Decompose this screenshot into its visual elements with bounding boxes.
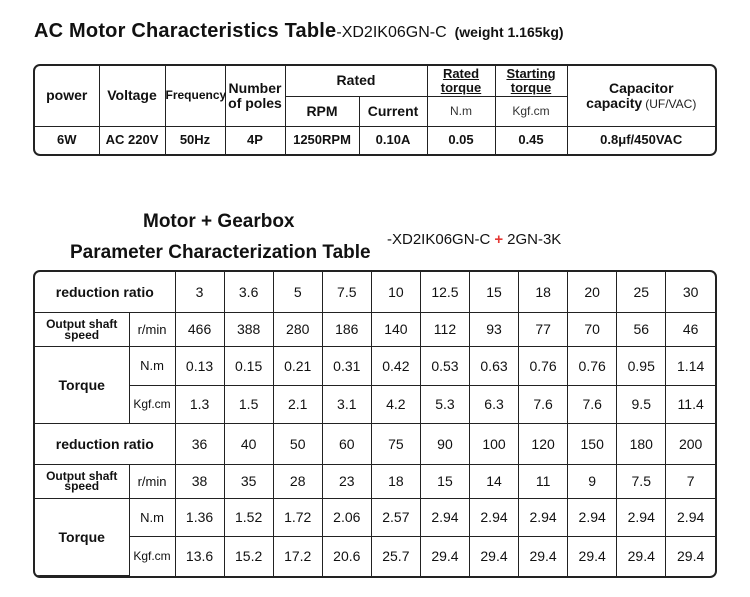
speed-value: 112 (420, 313, 469, 347)
value-current: 0.10A (359, 126, 427, 154)
table-row (35, 385, 715, 423)
ratio-value: 7.5 (322, 272, 371, 313)
speed-value: 38 (175, 464, 224, 498)
ratio-value: 75 (371, 424, 420, 465)
speed-value: 466 (175, 313, 224, 347)
ratio-value: 30 (666, 272, 715, 313)
header-rpm: RPM (285, 96, 359, 126)
torque-kgf-value: 15.2 (224, 537, 273, 576)
ratio-value: 60 (322, 424, 371, 465)
torque-kgf-value: 4.2 (371, 385, 420, 423)
ratio-value: 50 (273, 424, 322, 465)
torque-kgf-value: 6.3 (469, 385, 518, 423)
torque-kgf-value: 3.1 (322, 385, 371, 423)
torque-kgf-value: 7.6 (568, 385, 617, 423)
torque-nm-value: 0.95 (617, 347, 666, 385)
speed-unit: r/min (129, 464, 175, 498)
value-rated-torque: 0.05 (427, 126, 495, 154)
table-row (35, 313, 715, 347)
motor-weight: (weight 1.165kg) (454, 24, 564, 40)
reduction-ratio-label: reduction ratio (35, 272, 175, 313)
speed-value: 7 (666, 464, 715, 498)
torque-kgf-value: 29.4 (420, 537, 469, 576)
header-frequency: Frequency (165, 66, 225, 126)
torque-kgf-value: 29.4 (617, 537, 666, 576)
torque-nm-value: 0.76 (519, 347, 568, 385)
torque-nm-value: 0.76 (568, 347, 617, 385)
table-row (35, 347, 715, 385)
header-starting-torque: Starting torque (495, 66, 567, 96)
motor-characteristics-table (33, 64, 717, 156)
torque-nm-value: 1.36 (175, 499, 224, 537)
torque-unit-nm: N.m (129, 347, 175, 385)
torque-nm-value: 0.63 (469, 347, 518, 385)
output-shaft-speed-label: Output shaft speed (35, 464, 129, 498)
ratio-value: 3 (175, 272, 224, 313)
header-capacitor-label: Capacitor capacity (586, 80, 674, 111)
torque-kgf-value: 20.6 (322, 537, 371, 576)
speed-value: 77 (519, 313, 568, 347)
torque-nm-value: 1.72 (273, 499, 322, 537)
value-frequency: 50Hz (165, 126, 225, 154)
ratio-value: 150 (568, 424, 617, 465)
torque-label: Torque (35, 499, 129, 576)
torque-kgf-value: 29.4 (568, 537, 617, 576)
reduction-ratio-label: reduction ratio (35, 424, 175, 465)
torque-kgf-value: 1.3 (175, 385, 224, 423)
ratio-value: 10 (371, 272, 420, 313)
header-current: Current (359, 96, 427, 126)
torque-nm-value: 2.94 (568, 499, 617, 537)
header-rated-torque: Rated torque (427, 66, 495, 96)
torque-kgf-value: 29.4 (469, 537, 518, 576)
ratio-value: 25 (617, 272, 666, 313)
torque-kgf-value: 25.7 (371, 537, 420, 576)
torque-label: Torque (35, 347, 129, 424)
torque-nm-value: 0.53 (420, 347, 469, 385)
torque-nm-value: 1.14 (666, 347, 715, 385)
table-row (35, 272, 715, 313)
speed-value: 18 (371, 464, 420, 498)
speed-value: 35 (224, 464, 273, 498)
output-shaft-speed-label: Output shaft speed (35, 313, 129, 347)
torque-unit-nm: N.m (129, 499, 175, 537)
speed-value: 93 (469, 313, 518, 347)
header-poles: Number of poles (225, 66, 285, 126)
torque-nm-value: 2.94 (666, 499, 715, 537)
speed-value: 23 (322, 464, 371, 498)
ratio-value: 100 (469, 424, 518, 465)
gearbox-model-code (387, 231, 561, 248)
torque-nm-value: 0.42 (371, 347, 420, 385)
motor-table-title-main: AC Motor Characteristics Table (34, 20, 337, 42)
speed-value: 140 (371, 313, 420, 347)
ratio-value: 20 (568, 272, 617, 313)
value-power: 6W (35, 126, 99, 154)
torque-nm-value: 2.94 (519, 499, 568, 537)
torque-unit-kgf: Kgf.cm (129, 385, 175, 423)
torque-kgf-value: 29.4 (519, 537, 568, 576)
header-capacitor (567, 66, 715, 126)
speed-value: 280 (273, 313, 322, 347)
torque-nm-value: 2.57 (371, 499, 420, 537)
ratio-value: 90 (420, 424, 469, 465)
ratio-value: 200 (666, 424, 715, 465)
header-power: power (35, 66, 99, 126)
gearbox-model: 2GN-3K (507, 231, 562, 248)
table-row (35, 499, 715, 537)
torque-kgf-value: 7.6 (519, 385, 568, 423)
speed-value: 15 (420, 464, 469, 498)
torque-kgf-value: 5.3 (420, 385, 469, 423)
torque-nm-value: 0.15 (224, 347, 273, 385)
torque-unit-kgf: Kgf.cm (129, 537, 175, 576)
torque-kgf-value: 13.6 (175, 537, 224, 576)
header-rated: Rated (285, 66, 427, 96)
ratio-value: 12.5 (420, 272, 469, 313)
rated-torque-unit: N.m (427, 96, 495, 126)
ratio-value: 15 (469, 272, 518, 313)
torque-nm-value: 2.06 (322, 499, 371, 537)
speed-value: 46 (666, 313, 715, 347)
speed-value: 56 (617, 313, 666, 347)
ratio-value: 3.6 (224, 272, 273, 313)
value-voltage: AC 220V (99, 126, 165, 154)
torque-kgf-value: 1.5 (224, 385, 273, 423)
starting-torque-unit: Kgf.cm (495, 96, 567, 126)
gearbox-parameter-table (33, 270, 717, 578)
table-row (35, 424, 715, 465)
ratio-value: 40 (224, 424, 273, 465)
torque-kgf-value: 29.4 (666, 537, 715, 576)
speed-value: 70 (568, 313, 617, 347)
speed-value: 28 (273, 464, 322, 498)
value-starting-torque: 0.45 (495, 126, 567, 154)
torque-kgf-value: 11.4 (666, 385, 715, 423)
motor-model: -XD2IK06GN-C (387, 231, 491, 248)
value-rpm: 1250RPM (285, 126, 359, 154)
ratio-value: 180 (617, 424, 666, 465)
torque-nm-value: 2.94 (420, 499, 469, 537)
motor-model-code: -XD2IK06GN-C (336, 24, 447, 41)
speed-value: 11 (519, 464, 568, 498)
ratio-value: 5 (273, 272, 322, 313)
table-row (35, 537, 715, 576)
speed-value: 388 (224, 313, 273, 347)
gearbox-table-title-line2: Parameter Characterization Table (70, 242, 371, 263)
speed-unit: r/min (129, 313, 175, 347)
plus-sign: + (494, 231, 504, 248)
torque-nm-value: 0.13 (175, 347, 224, 385)
gearbox-table-title-line1: Motor + Gearbox (143, 211, 295, 232)
ratio-value: 120 (519, 424, 568, 465)
torque-nm-value: 2.94 (617, 499, 666, 537)
torque-nm-value: 2.94 (469, 499, 518, 537)
ratio-value: 18 (519, 272, 568, 313)
table-row (35, 464, 715, 498)
torque-kgf-value: 17.2 (273, 537, 322, 576)
torque-nm-value: 0.21 (273, 347, 322, 385)
value-capacitor: 0.8μf/450VAC (567, 126, 715, 154)
speed-value: 186 (322, 313, 371, 347)
torque-nm-value: 0.31 (322, 347, 371, 385)
ratio-value: 36 (175, 424, 224, 465)
torque-kgf-value: 9.5 (617, 385, 666, 423)
torque-kgf-value: 2.1 (273, 385, 322, 423)
motor-table-title (34, 20, 564, 43)
speed-value: 9 (568, 464, 617, 498)
header-voltage: Voltage (99, 66, 165, 126)
torque-nm-value: 1.52 (224, 499, 273, 537)
speed-value: 14 (469, 464, 518, 498)
value-poles: 4P (225, 126, 285, 154)
speed-value: 7.5 (617, 464, 666, 498)
header-capacitor-unit: (UF/VAC) (645, 96, 697, 111)
